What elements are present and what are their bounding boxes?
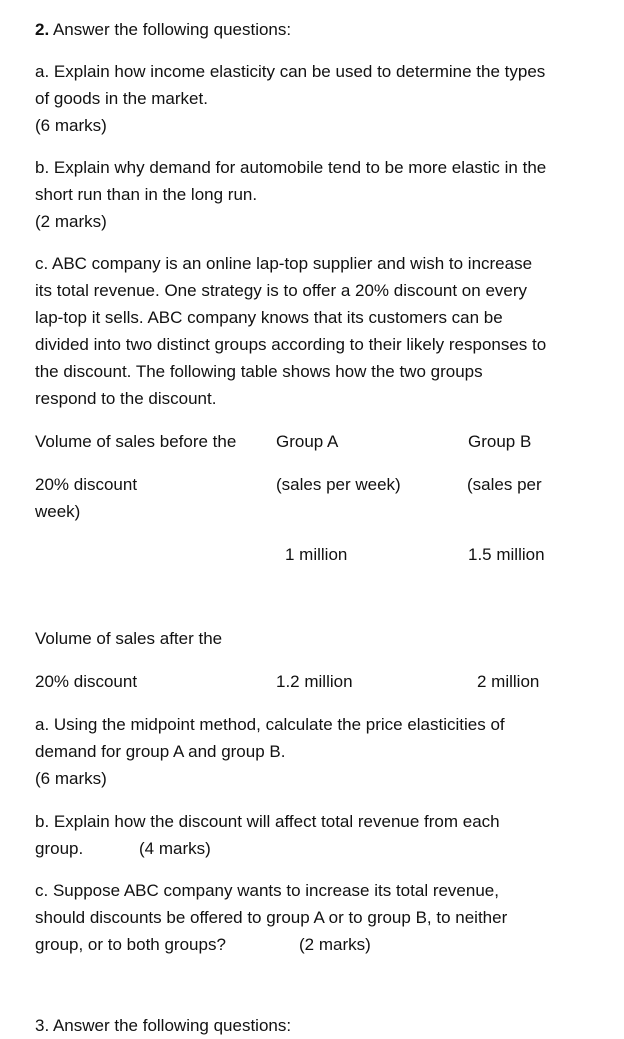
question-a-marks: (6 marks)	[35, 116, 107, 135]
question-c	[35, 250, 546, 412]
before-value-group-b: 1.5 million	[468, 545, 545, 564]
question-c-line-5: the discount. The following table shows how the two groups	[35, 362, 483, 381]
group-b-unit: (sales per	[467, 475, 542, 494]
question-heading	[35, 16, 291, 43]
group-a-header: Group A	[276, 432, 339, 451]
question-c-line-1: c. ABC company is an online lap-top supplier and wish to increase	[35, 254, 533, 273]
question-b	[35, 154, 546, 235]
sub-question-b-line-2: group.	[35, 839, 84, 858]
question-a-line-1: a. Explain how income elasticity can be used to determine the types	[35, 62, 546, 81]
after-value-group-a: 1.2 million	[276, 672, 353, 691]
before-value-group-a: 1 million	[285, 545, 348, 564]
after-value-group-b: 2 million	[477, 672, 540, 691]
question-c-line-6: respond to the discount.	[35, 389, 217, 408]
group-b-header: Group B	[468, 432, 532, 451]
after-label-line-2: 20% discount	[35, 672, 138, 691]
sub-question-b-marks: (4 marks)	[139, 839, 211, 858]
question-a-line-2: of goods in the market.	[35, 89, 208, 108]
sub-question-a-marks: (6 marks)	[35, 769, 107, 788]
before-label-line-3: week)	[35, 502, 81, 521]
before-label-line-2: 20% discount	[35, 475, 138, 494]
sub-question-c-marks: (2 marks)	[299, 935, 371, 954]
question-b-marks: (2 marks)	[35, 212, 107, 231]
question-c-line-3: lap-top it sells. ABC company knows that its customers can be	[35, 308, 503, 327]
question-number: 2.	[35, 20, 50, 39]
sub-question-b-line-1: b. Explain how the discount will affect total revenue from each	[35, 812, 500, 831]
sub-question-a-line-2: demand for group A and group B.	[35, 742, 286, 761]
group-a-unit: (sales per week)	[276, 475, 401, 494]
sub-question-c-line-2: should discounts be offered to group A or to group B, to neither	[35, 908, 508, 927]
question-c-line-2: its total revenue. One strategy is to offer a 20% discount on every	[35, 281, 528, 300]
question-c-line-4: divided into two distinct groups according to their likely responses to	[35, 335, 547, 354]
next-question-cut-off: 3. Answer the following questions:	[35, 1016, 292, 1035]
sub-question-a-line-1: a. Using the midpoint method, calculate the price elasticities of	[35, 715, 505, 734]
question-b-line-2: short run than in the long run.	[35, 185, 258, 204]
question-b-line-1: b. Explain why demand for automobile tend to be more elastic in the	[35, 158, 547, 177]
before-label-line-1: Volume of sales before the	[35, 432, 237, 451]
question-heading-text: Answer the following questions:	[49, 20, 292, 39]
sub-question-c-line-3: group, or to both groups?	[35, 935, 226, 954]
after-label-line-1: Volume of sales after the	[35, 629, 223, 648]
question-a	[35, 58, 545, 139]
sub-question-c-line-1: c. Suppose ABC company wants to increase its total revenue,	[35, 881, 499, 900]
